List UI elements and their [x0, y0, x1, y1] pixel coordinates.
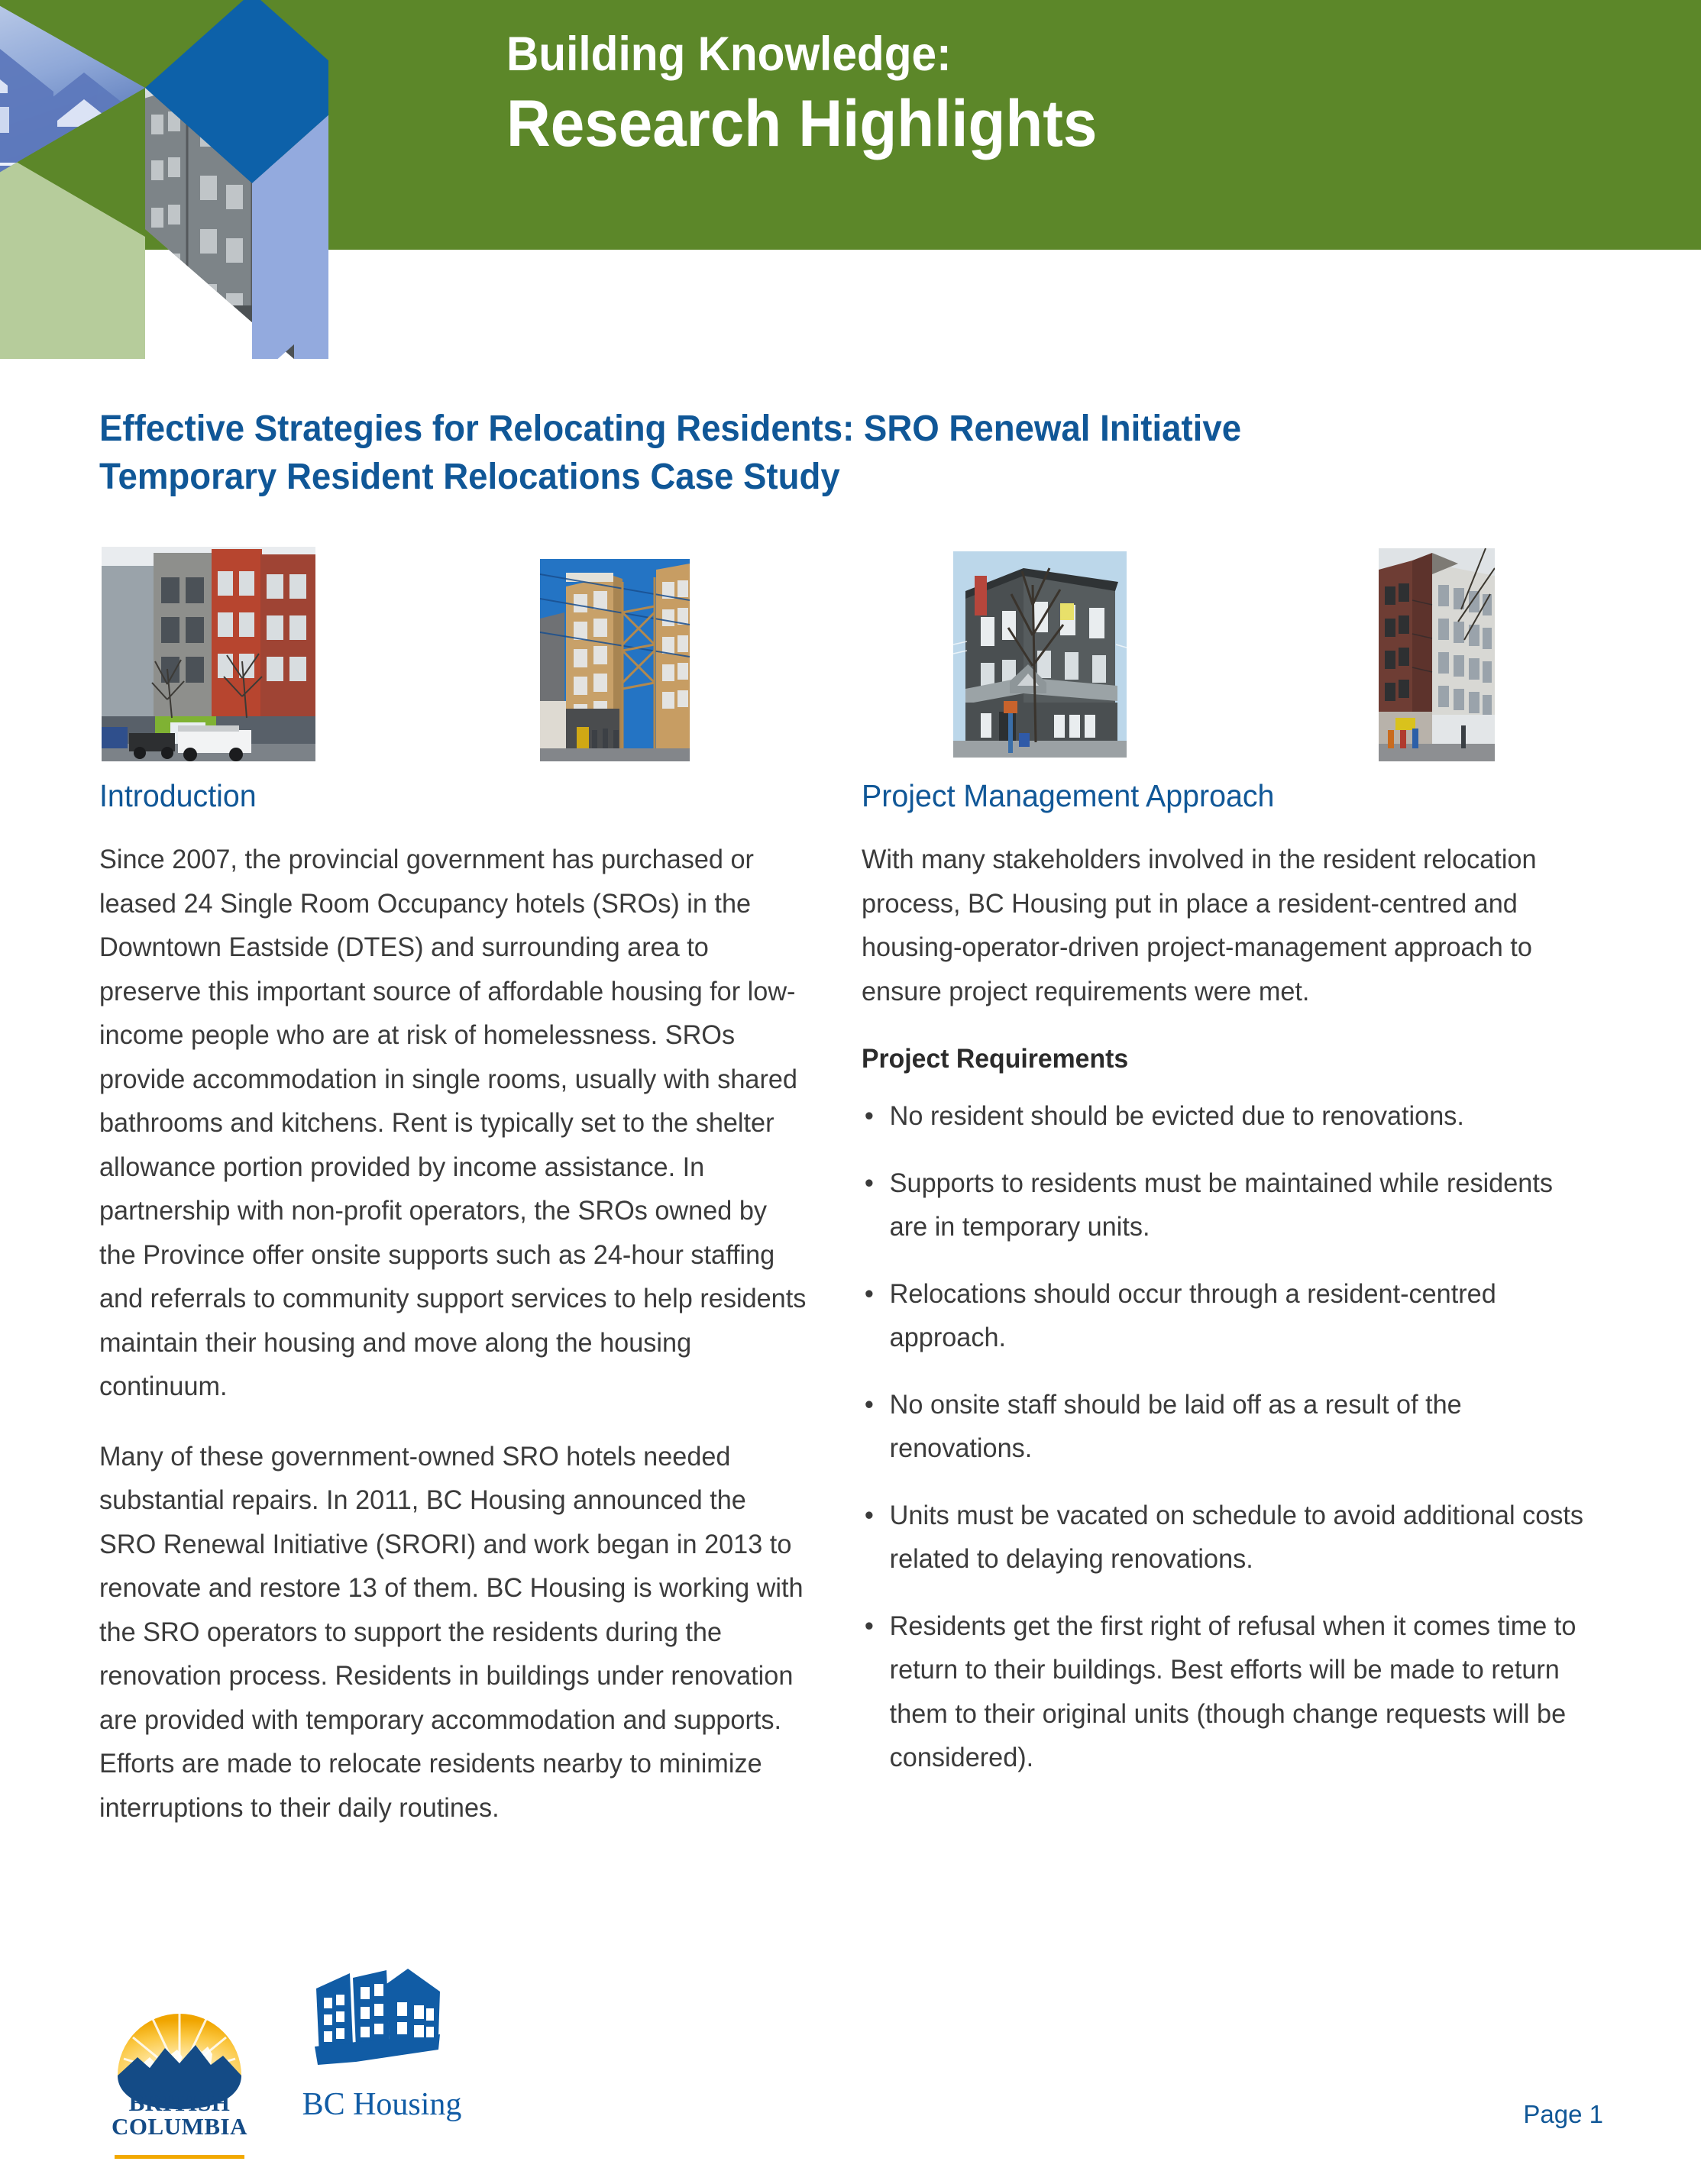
page-title [99, 405, 1405, 502]
subheading-project-requirements: Project Requirements [862, 1044, 1129, 1074]
list-item [862, 1383, 1591, 1471]
bullet-icon: • [864, 1388, 874, 1420]
introduction-paragraph-2: Many of these government-owned SRO hotels needed substantial repairs. In 2011, BC Housing announced the SRO Renewal Initiative (SRORI) and work began in 2013 to renovate and restore 13 of them. BC Housing is working with the SRO operators to support the residents during the renovation process. Residents in buildings under renovation are provided with temporary accommodation and supports. Efforts are made to relocate residents nearby to minimize interruptions to their daily routines. [99, 1440, 804, 1823]
page-title-line2: Temporary Resident Relocations Case Study [99, 457, 840, 498]
british-columbia-wordmark [107, 2091, 252, 2138]
list-item-text: Relocations should occur through a resident-centred approach. [889, 1278, 1496, 1353]
section-heading-introduction: Introduction [99, 778, 257, 813]
bc-wordmark-line1: BRITISH [128, 2089, 231, 2116]
list-item [862, 1161, 1591, 1249]
bullet-icon: • [864, 1610, 874, 1641]
right-column [862, 779, 1618, 1803]
sro-building-photo-4 [1379, 548, 1495, 761]
sro-building-photo-3 [953, 551, 1127, 758]
header-title-block [506, 27, 1576, 160]
header-title-line2: Research Highlights [506, 87, 1098, 160]
list-item [862, 1604, 1591, 1780]
list-item-text: Units must be vacated on schedule to avoid additional costs related to delaying renovations. [889, 1499, 1584, 1575]
page-number: Page 1 [1523, 2100, 1603, 2128]
project-requirements-list [862, 1094, 1618, 1780]
list-item-text: Supports to residents must be maintained while residents are in temporary units. [889, 1167, 1553, 1242]
list-item-text: Residents get the first right of refusal when it comes time to return to their buildings. Best efforts will be made to return them to their original units (though change requests will be considered). [889, 1610, 1576, 1773]
project-management-paragraph: With many stakeholders involved in the resident relocation process, BC Housing put in place a resident-centred and housing-operator-driven project-management approach to ensure project requirements were met. [862, 844, 1537, 1006]
left-column [99, 779, 833, 1856]
bc-housing-logo-icon [313, 1969, 443, 2072]
list-item-text: No onsite staff should be laid off as a result of the renovations. [889, 1388, 1462, 1464]
list-item-text: No resident should be evicted due to renovations. [889, 1100, 1464, 1132]
header-title-line1: Building Knowledge: [506, 27, 952, 81]
bullet-icon: • [864, 1499, 874, 1530]
sro-building-photo-1 [102, 547, 315, 761]
sro-building-photo-2 [540, 559, 690, 761]
section-heading-project-management-approach: Project Management Approach [862, 778, 1275, 813]
list-item [862, 1272, 1591, 1360]
introduction-paragraph-1: Since 2007, the provincial government has purchased or leased 24 Single Room Occupancy hotels (SROs) in the Downtown Eastside (DTES) and surrounding area to preserve this important source of affordable housing for low-income people who are at risk of homelessness. SROs provide accommodation in single rooms, usually with shared bathrooms and kitchens. Rent is typically set to the shelter allowance portion provided by income assistance. In partnership with non-profit operators, the SROs owned by the Province offer onsite supports such as 24-hour staffing and referrals to community support services to help residents maintain their housing and move along the housing continuum. [99, 844, 807, 1402]
bullet-icon: • [864, 1278, 874, 1309]
page-title-line1: Effective Strategies for Relocating Residents: SRO Renewal Initiative [99, 409, 1242, 449]
bullet-icon: • [864, 1100, 874, 1132]
page-footer [0, 1963, 1701, 2184]
bc-housing-wordmark: BC Housing [302, 2087, 462, 2122]
bullet-icon: • [864, 1167, 874, 1198]
british-columbia-gold-rule [115, 2155, 244, 2159]
page-header [0, 0, 1701, 250]
building-photo-strip [0, 535, 1701, 764]
bc-wordmark-line2: COLUMBIA [112, 2113, 247, 2140]
list-item [862, 1094, 1591, 1139]
list-item [862, 1494, 1591, 1581]
building-knowledge-cube-logo [0, 0, 328, 359]
